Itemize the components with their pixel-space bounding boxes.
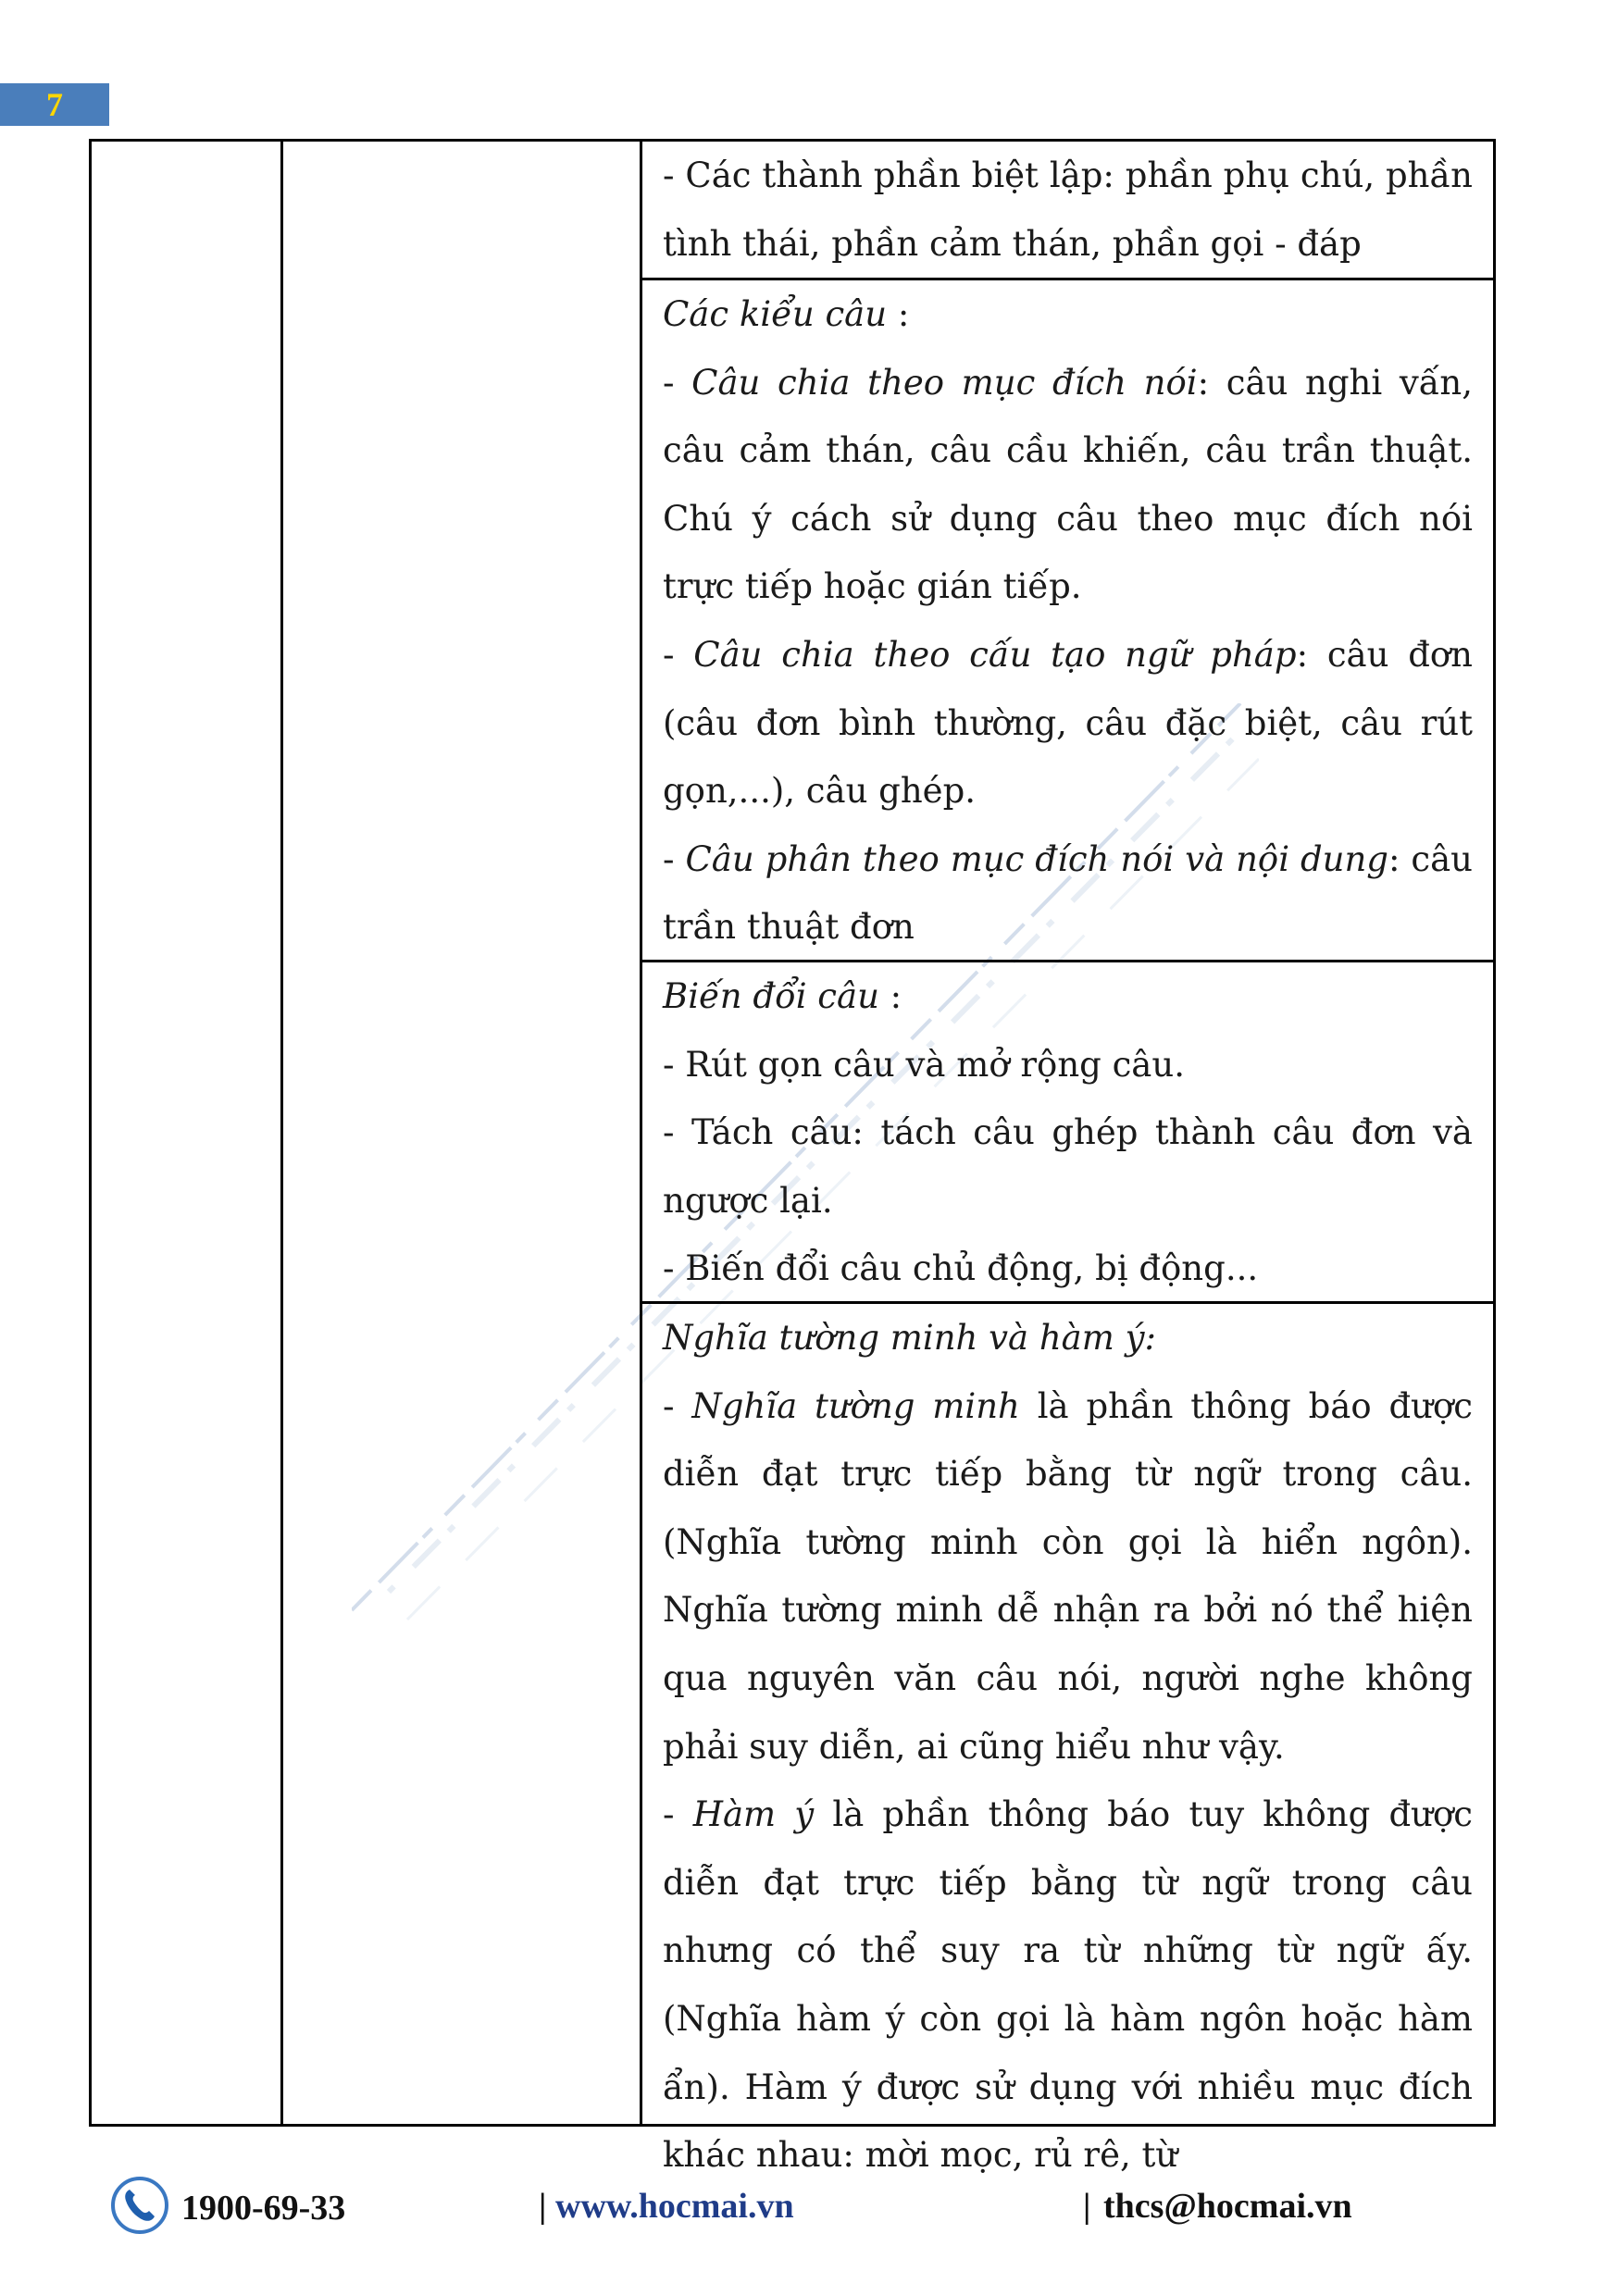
- column-divider-1: [280, 142, 283, 2124]
- content-table: [89, 139, 1496, 2176]
- text-run: -: [663, 362, 692, 403]
- text-run: - Các thành phần biệt lập: phần phụ chú, phần tình thái, phần cảm thán, phần gọi - đáp: [663, 155, 1473, 264]
- text-run: là phần thông báo được diễn đạt trực tiếp bằng từ ngữ trong câu.(Nghĩa tường minh còn gọi là hiển ngôn). Nghĩa tường minh dễ nhận ra bởi nó thể hiện qua nguyên văn câu nói, người nghe không phải suy diễn, ai cũng hiểu như vậy.: [663, 1385, 1473, 1767]
- text-run: :: [887, 294, 910, 334]
- italic-text: Câu phân theo mục đích nói và nội dung: [685, 838, 1388, 879]
- text-run: -: [663, 838, 686, 879]
- text-run: -: [663, 634, 694, 675]
- cell-paragraph: [663, 1098, 1473, 1235]
- phone-icon: [109, 2175, 170, 2236]
- footer-separator: |: [1083, 2187, 1091, 2226]
- cell-paragraph: [663, 1235, 1473, 1303]
- text-run: : câu trần thuật đơn: [663, 838, 1474, 948]
- text-run: - Tách câu: tách câu ghép thành câu đơn và ngược lại.: [663, 1112, 1473, 1221]
- cell-paragraph: [663, 1031, 1473, 1099]
- footer-email-link[interactable]: thcs@hocmai.vn: [1103, 2187, 1352, 2226]
- italic-text: Hàm ý: [692, 1794, 815, 1835]
- cell-paragraph: [663, 621, 1473, 825]
- text-run: -: [663, 1385, 692, 1426]
- cell-paragraph: [663, 1372, 1473, 1781]
- cell-paragraph: [663, 962, 1473, 1031]
- text-run: : câu đơn (câu đơn bình thường, câu đặc biệt, câu rút gọn,...), câu ghép.: [663, 634, 1474, 812]
- page-footer: [0, 2175, 1618, 2240]
- cell-paragraph: [663, 349, 1473, 621]
- cell-paragraph: [663, 1781, 1473, 2190]
- table-cell: [642, 278, 1493, 960]
- text-run: - Biến đổi câu chủ động, bị động...: [663, 1248, 1259, 1289]
- italic-text: Câu chia theo cấu tạo ngữ pháp: [693, 634, 1297, 675]
- page-number-badge: 7: [0, 83, 109, 126]
- text-run: là phần thông báo tuy không được diễn đạt trực tiếp bằng từ ngữ trong câu nhưng có thể suy ra từ những từ ngữ ấy. (Nghĩa hàm ý còn gọi là hàm ngôn hoặc hàm ẩn). Hàm ý được sử dụng với nhiều mục đích khác nhau: mời mọc, rủ rê, từ: [663, 1794, 1474, 2176]
- text-run: :: [878, 976, 902, 1016]
- text-run: - Rút gọn câu và mở rộng câu.: [663, 1044, 1185, 1085]
- italic-text: Nghĩa tường minh: [691, 1385, 1020, 1426]
- cell-paragraph: [663, 142, 1473, 278]
- italic-text: Nghĩa tường minh và hàm ý:: [663, 1318, 1156, 1358]
- cell-paragraph: [663, 1304, 1473, 1372]
- cell-paragraph: [663, 825, 1473, 962]
- italic-text: Câu chia theo mục đích nói: [691, 362, 1198, 403]
- footer-website-link[interactable]: www.hocmai.vn: [555, 2187, 794, 2226]
- footer-phone: 1900-69-33: [181, 2189, 346, 2228]
- text-run: -: [663, 1794, 693, 1835]
- table-cell: [642, 960, 1493, 1301]
- cell-paragraph: [663, 280, 1473, 349]
- text-run: : câu nghi vấn, câu cảm thán, câu cầu khiến, câu trần thuật. Chú ý cách sử dụng câu theo mục đích nói trực tiếp hoặc gián tiếp.: [663, 362, 1473, 607]
- italic-text: Các kiểu câu: [663, 294, 888, 334]
- italic-text: Biến đổi câu: [663, 976, 879, 1016]
- table-cell: [642, 142, 1493, 278]
- footer-separator: |: [539, 2187, 547, 2226]
- table-cell: [642, 1301, 1493, 2176]
